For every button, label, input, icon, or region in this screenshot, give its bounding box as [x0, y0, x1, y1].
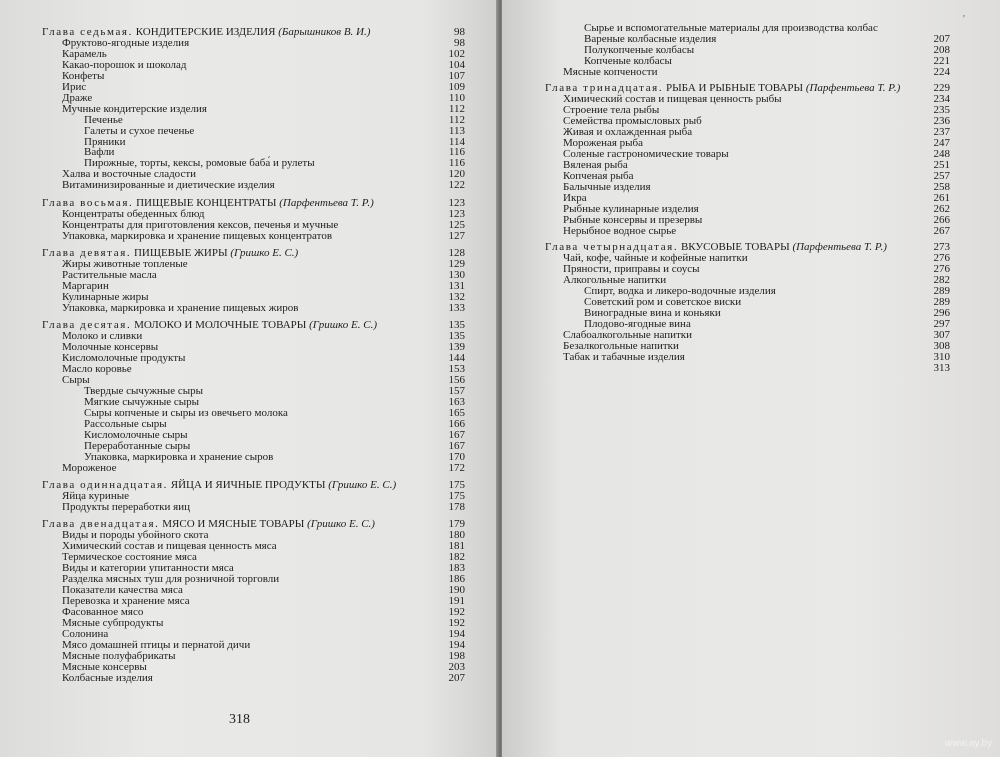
toc-entry: Виды и категории упитанности мяса [62, 562, 234, 575]
toc-entry-page: 247 [933, 137, 950, 149]
toc-entry-page: 116 [448, 157, 465, 170]
toc-entry: Упаковка, маркировка и хранение пищевых жиров [62, 301, 299, 314]
toc-entry-page: 203 [448, 660, 465, 673]
right-page [502, 0, 1000, 757]
toc-entry-page: 130 [448, 268, 465, 281]
toc-entry-page: 172 [448, 461, 465, 474]
chapter-page-number: 229 [933, 82, 950, 95]
chapter-page-number: 128 [448, 247, 465, 260]
chapter-author: (Парфентьева Т. Р.) [279, 196, 374, 209]
chapter-author: (Гришко Е. С.) [309, 319, 378, 332]
toc-entry-page: 113 [448, 124, 465, 137]
chapter-title: ПИЩЕВЫЕ КОНЦЕНТРАТЫ [136, 196, 277, 209]
toc-entry: Алкогольные напитки [563, 273, 667, 286]
toc-entry-page: 186 [448, 573, 465, 586]
toc-entry-page: 234 [933, 93, 950, 106]
toc-entry-page: 258 [933, 180, 950, 193]
toc-entry: Икра [563, 191, 587, 204]
toc-entry: Соленые гастрономические товары [563, 147, 729, 160]
toc-entry: Кисломолочные сыры [84, 428, 188, 441]
toc-entry: Мучные кондитерские изделия [62, 102, 207, 115]
toc-entry: Сырье и вспомогательные материалы для производства колбас [584, 22, 878, 34]
toc-entry: Спирт, водка и ликеро-водочные изделия [584, 284, 776, 297]
toc-entry-page: 276 [933, 262, 950, 275]
chapter-title: ВКУСОВЫЕ ТОВАРЫ [680, 241, 790, 254]
toc-entry: Рассольные сыры [84, 417, 167, 430]
toc-entry-page: 191 [448, 595, 465, 608]
toc-entry: Копченая рыба [563, 169, 634, 182]
toc-entry-page: 112 [448, 113, 465, 126]
toc-entry: Советский ром и советское виски [584, 295, 742, 308]
toc-entry: Масло коровье [62, 363, 132, 376]
toc-entry-page: 207 [448, 671, 465, 684]
toc-entry: Пряники [84, 135, 126, 148]
toc-entry-page: 127 [448, 229, 465, 242]
toc-entry: Мясные консервы [62, 660, 147, 673]
toc-entry-page: 192 [448, 616, 465, 629]
chapter-prefix: Глава одиннадцатая. [42, 479, 169, 492]
toc-entry: Переработанные сыры [84, 439, 191, 452]
chapter-page-number: 123 [448, 196, 465, 209]
toc-entry-page: 178 [448, 500, 465, 513]
toc-entry: Мясо домашней птицы и пернатой дичи [62, 638, 251, 651]
chapter-page-number: 179 [448, 518, 465, 531]
chapter-prefix: Глава десятая. [42, 319, 132, 332]
toc-entry-page: 167 [448, 428, 465, 441]
toc-entry-page: 157 [448, 384, 465, 397]
toc-entry: Драже [62, 91, 93, 104]
toc-entry: Полукопченые колбасы [584, 43, 695, 56]
toc-entry: Виноградные вина и коньяки [584, 306, 721, 319]
toc-entry-page: 221 [933, 54, 950, 67]
toc-entry: Чай, кофе, чайные и кофейные напитки [563, 252, 748, 264]
chapter-title: МОЛОКО И МОЛОЧНЫЕ ТОВАРЫ [134, 319, 307, 332]
toc-entry-page: 208 [933, 43, 950, 56]
toc-entry-page: 308 [933, 339, 950, 352]
chapter-author: (Парфентьева Т. Р.) [805, 82, 901, 95]
toc-entry-page: 133 [448, 301, 465, 314]
toc-entry: Копченые колбасы [584, 54, 672, 67]
toc-entry-page: 194 [448, 627, 465, 640]
toc-entry: Жиры животные топленые [62, 258, 188, 270]
toc-entry-page: 175 [448, 490, 465, 502]
toc-entry: Печенье [84, 113, 123, 126]
toc-entry-page: 120 [448, 168, 465, 181]
toc-entry: Колбасные изделия [62, 671, 153, 684]
toc-entry-page: 122 [448, 179, 465, 192]
toc-entry: Твердые сычужные сыры [84, 384, 203, 397]
toc-entry: Кулинарные жиры [62, 290, 149, 303]
toc-entry-page: 170 [448, 450, 465, 463]
toc-entry-page: 310 [933, 350, 950, 363]
toc-entry-page: 297 [933, 317, 950, 330]
toc-entry: Мясные копчености [563, 65, 658, 78]
toc-entry-page: 248 [933, 147, 950, 160]
toc-entry: Кисломолочные продукты [62, 352, 186, 365]
toc-entry: Витаминизированные и диетические изделия [62, 179, 275, 192]
toc-entry-page: 289 [933, 284, 950, 297]
toc-entry-page: 109 [448, 80, 465, 93]
toc-entry: Молочные консервы [62, 341, 159, 354]
chapter-page-number: 98 [454, 26, 465, 38]
toc-entry-page: 267 [933, 224, 950, 237]
toc-entry: Строение тела рыбы [563, 104, 660, 117]
toc-entry: Нерыбное водное сырье [563, 224, 677, 237]
chapter-prefix: Глава девятая. [42, 247, 132, 260]
toc-entry: Конфеты [62, 69, 105, 82]
toc-entry-page: 190 [448, 584, 465, 597]
toc-entry-page: 131 [448, 279, 465, 292]
toc-entry-page: 132 [448, 290, 465, 303]
toc-entry: Безалкогольные напитки [563, 339, 679, 352]
toc-entry: Солонина [62, 627, 109, 640]
toc-entry-page: 192 [448, 606, 465, 618]
toc-entry: Мороженое [62, 461, 117, 474]
chapter-title: КОНДИТЕРСКИЕ ИЗДЕЛИЯ [135, 26, 276, 38]
toc-entry-page: 207 [933, 32, 950, 45]
toc-entry-page: 144 [448, 352, 465, 365]
toc-entry-page: 261 [933, 191, 950, 204]
toc-entry-page: 163 [448, 395, 465, 408]
toc-entry-page: 224 [933, 65, 950, 78]
page-number: 318 [229, 712, 250, 727]
toc-entry: Мороженая рыба [563, 137, 644, 149]
toc-entry: Сыры [62, 374, 90, 386]
toc-entry-page: 104 [448, 58, 465, 71]
chapter-page-number: 273 [933, 241, 950, 254]
toc-entry-page: 180 [448, 529, 465, 542]
toc-entry-page: 289 [933, 295, 950, 308]
toc-entry-page: 262 [933, 202, 950, 215]
chapter-title: ЯЙЦА И ЯИЧНЫЕ ПРОДУКТЫ [170, 479, 326, 492]
chapter-author: (Гришко Е. С.) [307, 518, 375, 531]
toc-entry: Яйца куриные [62, 490, 129, 502]
toc-entry: Плодово-ягодные вина [584, 317, 691, 330]
toc-entry: Фасованное мясо [62, 606, 144, 618]
chapter-prefix: Глава тринадцатая. [545, 82, 664, 95]
toc-entry: Мясные субпродукты [62, 616, 164, 629]
toc-entry-page: 313 [933, 361, 950, 374]
toc-entry: Какао-порошок и шоколад [62, 58, 187, 71]
toc-entry-page: 296 [933, 306, 950, 319]
chapter-author: (Гришко Е. С.) [230, 247, 299, 260]
table-of-contents-left [0, 0, 498, 757]
toc-entry: Фруктово-ягодные изделия [62, 36, 190, 49]
toc-entry: Показатели качества мяса [62, 584, 183, 597]
toc-entry: Разделка мясных туш для розничной торговли [62, 573, 280, 586]
toc-entry-page: 135 [448, 330, 465, 343]
toc-entry: Растительные масла [62, 268, 157, 281]
toc-entry: Химический состав и пищевая ценность рыбы [563, 93, 782, 106]
toc-entry: Вяленая рыба [563, 158, 628, 171]
chapter-title: МЯСО И МЯСНЫЕ ТОВАРЫ [162, 518, 305, 531]
toc-entry: Упаковка, маркировка и хранение пищевых концентратов [62, 229, 333, 242]
toc-entry-page: 165 [448, 406, 465, 419]
toc-entry: Сыры копченые и сыры из овечьего молока [84, 406, 288, 419]
toc-entry-page: 257 [933, 169, 950, 182]
toc-entry-page: 116 [448, 146, 465, 159]
toc-entry-page: 139 [448, 341, 465, 354]
toc-entry-page: 236 [933, 115, 950, 128]
toc-entry: Мягкие сычужные сыры [84, 395, 200, 408]
toc-entry-page: 156 [448, 374, 465, 386]
chapter-author: (Парфентьева Т. Р.) [792, 241, 887, 254]
toc-entry: Термическое состояние мяса [62, 551, 197, 564]
toc-entry: Молоко и сливки [62, 330, 143, 343]
toc-entry-page: 266 [933, 213, 950, 226]
chapter-title: ПИЩЕВЫЕ ЖИРЫ [133, 247, 228, 260]
toc-entry-page: 235 [933, 104, 950, 117]
chapter-prefix: Глава седьмая. [42, 26, 133, 38]
toc-entry: Пирожные, торты, кексы, ромовые баба́ и рулеты [84, 157, 315, 170]
chapter-page-number: 135 [448, 319, 465, 332]
toc-entry: Халва и восточные сладости [62, 168, 197, 181]
toc-entry-page: 181 [448, 540, 465, 553]
chapter-title: РЫБА И РЫБНЫЕ ТОВАРЫ [665, 82, 804, 95]
toc-entry: Маргарин [62, 279, 109, 292]
toc-entry: Живая и охлажденная рыба [563, 126, 693, 139]
toc-entry-page: 237 [933, 126, 950, 139]
toc-entry: Концентраты для приготовления кексов, печенья и мучные [62, 218, 339, 231]
toc-entry-page: 153 [448, 363, 465, 376]
toc-entry: Табак и табачные изделия [563, 350, 685, 363]
toc-entry: Упаковка, маркировка и хранение сыров [84, 450, 274, 463]
toc-entry: Виды и породы убойного скота [62, 529, 209, 542]
table-of-contents-right [502, 0, 1000, 757]
toc-entry: Концентраты обеденных блюд [62, 207, 205, 220]
chapter-prefix: Глава четырнадцатая. [545, 241, 679, 254]
toc-entry: Галеты и сухое печенье [84, 124, 195, 137]
toc-entry: Вафли [84, 146, 115, 159]
toc-entry-page: 167 [448, 439, 465, 452]
toc-entry: Мясные полуфабрикаты [62, 649, 176, 662]
toc-entry: Ирис [62, 80, 87, 93]
toc-entry: Продукты переработки яиц [62, 500, 190, 513]
chapter-prefix: Глава двенадцатая. [42, 518, 160, 531]
chapter-prefix: Глава восьмая. [42, 196, 134, 209]
toc-entry-page: 276 [933, 252, 950, 264]
toc-entry: Перевозка и хранение мяса [62, 595, 190, 608]
toc-entry-page: 182 [448, 551, 465, 564]
watermark: www.ay.by [944, 738, 992, 749]
left-page [0, 0, 498, 757]
toc-entry-page: 125 [448, 218, 465, 231]
chapter-page-number: 175 [448, 479, 465, 492]
toc-entry-page: 114 [448, 135, 465, 148]
chapter-author: (Гришко Е. С.) [328, 479, 397, 492]
toc-entry-page: 198 [448, 649, 465, 662]
toc-entry: Балычные изделия [563, 180, 651, 193]
toc-entry-page: 183 [448, 562, 465, 575]
toc-entry: Рыбные кулинарные изделия [563, 202, 699, 215]
toc-entry: Карамель [62, 47, 107, 60]
toc-entry-page: 166 [448, 417, 465, 430]
toc-entry-page: 307 [933, 328, 950, 341]
toc-entry-page: 107 [448, 69, 465, 82]
toc-entry: Пряности, приправы и соусы [563, 262, 700, 275]
toc-entry-page: 102 [448, 47, 465, 60]
toc-entry-page: 129 [448, 258, 465, 270]
toc-entry: Химический состав и пищевая ценность мяса [62, 540, 277, 553]
toc-entry-page: 110 [448, 91, 465, 104]
toc-entry-page: 123 [448, 207, 465, 220]
toc-entry: Рыбные консервы и презервы [563, 213, 703, 226]
toc-entry: Вареные колбасные изделия [584, 32, 717, 45]
corner-mark: ' [963, 14, 965, 25]
toc-entry-page: 282 [933, 273, 950, 286]
toc-entry: Слабоалкогольные напитки [563, 328, 693, 341]
toc-entry-page: 98 [454, 36, 465, 49]
toc-entry: Семейства промысловых рыб [563, 115, 702, 128]
toc-entry-page: 112 [448, 102, 465, 115]
chapter-author: (Барышников В. И.) [278, 26, 371, 38]
toc-entry-page: 251 [933, 158, 950, 171]
toc-entry-page: 194 [448, 638, 465, 651]
